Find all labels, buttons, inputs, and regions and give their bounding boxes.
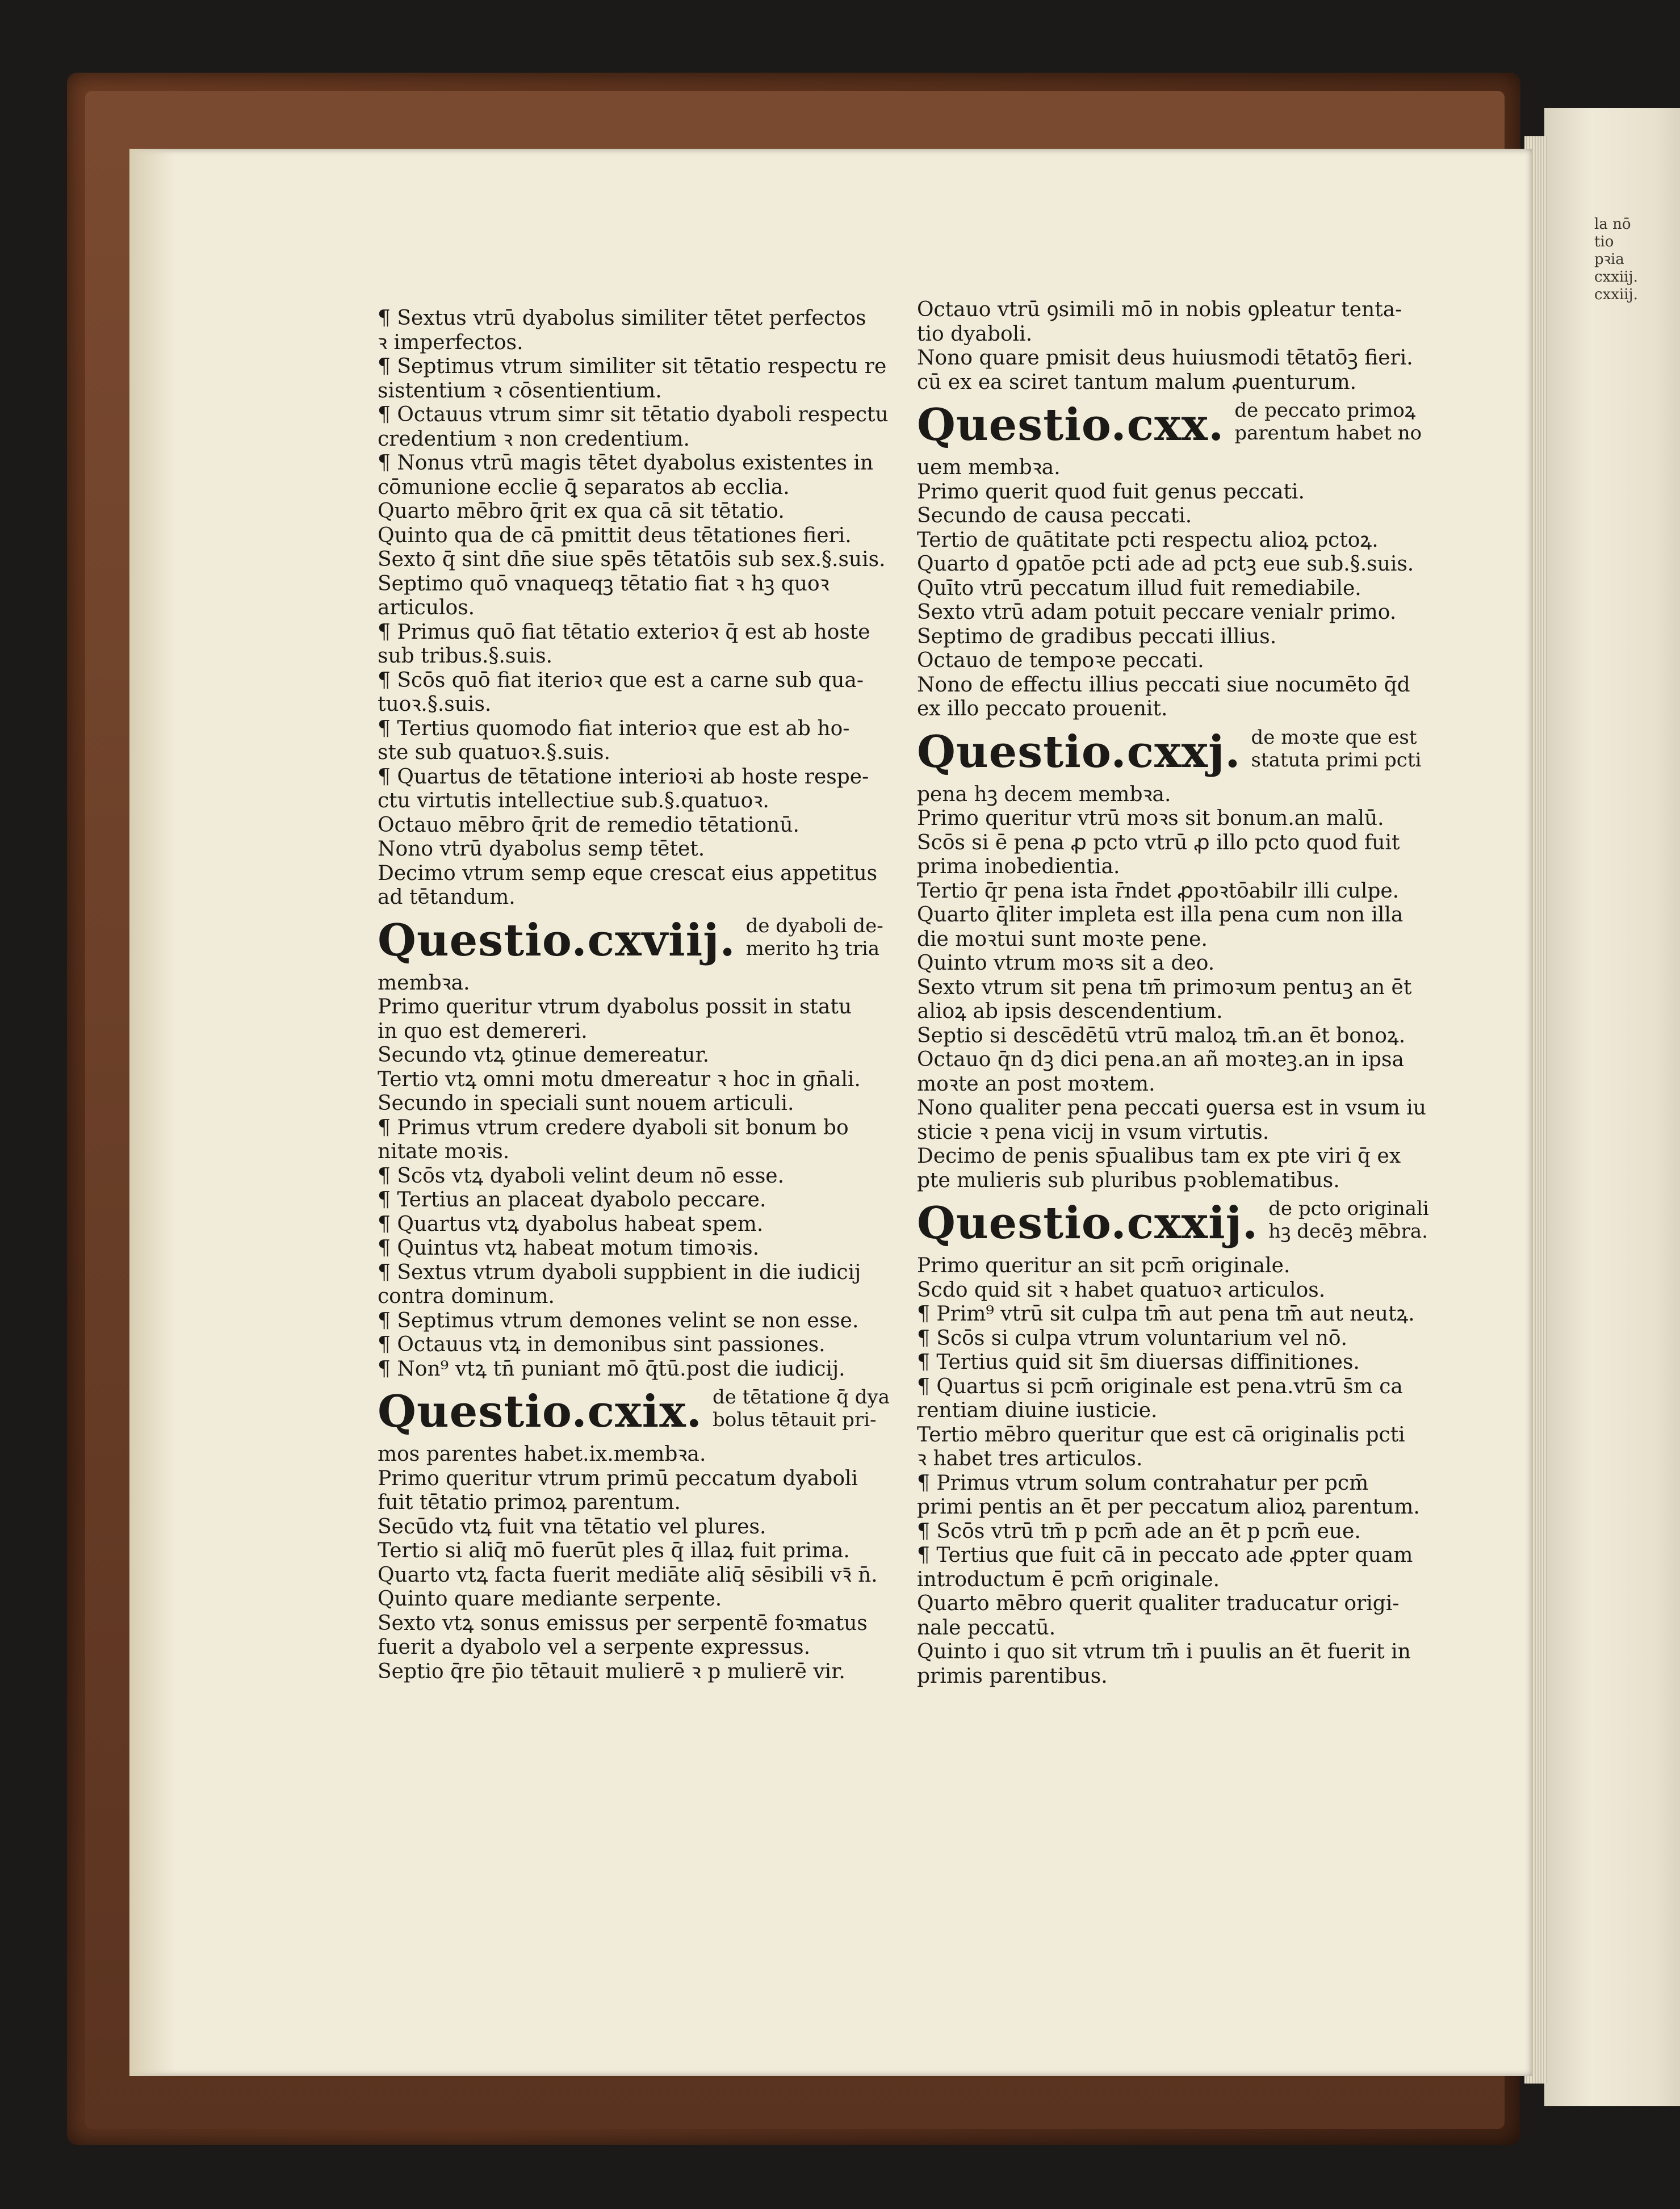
text-line: cōmunione ecclie ꝗ̄ separatos ab ecclia. [378, 475, 790, 499]
text-line: ad tētandum. [378, 886, 516, 909]
text-line: ¶ Quintus vtꝝ habeat motum timoꝛis. [378, 1236, 760, 1260]
text-line: Quarto q̄liter impleta est illa pena cum non illa [917, 903, 1404, 927]
question-desc [713, 1386, 890, 1431]
text-line: alioꝝ ab ipsis descendentium. [917, 1000, 1223, 1023]
question-desc [1268, 1197, 1429, 1243]
text-line: Nono quare pmisit deus huiusmodi tētatōꝫ fieri. [917, 346, 1413, 370]
text-line: Scdo quid sit ꝛ habet quatuoꝛ articulos. [917, 1278, 1326, 1302]
text-line: Septimo quō vnaqueqꝫ tētatio fiat ꝛ hꝫ quoꝛ [378, 572, 829, 596]
text-line: ¶ Quartus vtꝝ dyabolus habeat spem. [378, 1212, 764, 1236]
question-desc [1234, 399, 1422, 445]
text-line: prima inobedientia. [917, 855, 1120, 878]
text-line: ¶ Octauus vtꝝ in demonibus sint passiones. [378, 1333, 826, 1356]
question-title: Questio.cxxij. [917, 1197, 1259, 1249]
text-line: cū ex ea sciret tantum malum ꝓuenturum. [917, 370, 1357, 394]
text-line: Tertio vtꝝ omni motu d̄mereatur ꝛ hoc in gn̄ali. [378, 1067, 861, 1091]
adjacent-page [1544, 108, 1680, 2106]
text-line: ¶ Quartus de tētatione interioꝛi ab hoste respe- [378, 765, 869, 789]
text-line: Quinto qua de cā pmittit deus tētationes fieri. [378, 523, 852, 547]
question-cont: pena hꝫ decem membꝛa. [917, 782, 1171, 806]
text-line: Septio q̄re p̄io tētauit mulierē ꝛ p mulierē vir. [378, 1659, 845, 1683]
text-line: Quinto quare mediante serpente. [378, 1587, 722, 1611]
text-line: ¶ Nonus vtrū magis tētet dyabolus existentes in [378, 451, 874, 475]
text-line: Octauo de tempoꝛe peccati. [917, 649, 1204, 672]
text-line: ¶ Scōs quō fiat iterioꝛ que est a carne sub qua- [378, 668, 864, 692]
text-line: nale peccatū. [917, 1616, 1056, 1640]
text-line: Quinto i quo sit vtrum tm̄ i puulis an ēt fuerit in [917, 1640, 1411, 1663]
question-118-heading [378, 915, 937, 971]
text-line: Tertio q̄r pena ista r̄ndet ꝓpoꝛtōabilr illi culpe. [917, 879, 1400, 903]
text-line: Tertio mēbro queritur que est cā originalis pcti [917, 1423, 1405, 1447]
text-line: Secundo de causa peccati. [917, 504, 1192, 527]
text-line: Octauo mēbro q̄rit de remedio tētationū. [378, 813, 799, 837]
question-desc-line: de peccato primoꝝ [1234, 399, 1416, 422]
text-line: Quarto mēbro q̄rit ex qua cā sit tētatio. [378, 500, 785, 523]
question-cont: mos parentes habet.ix.membꝛa. [378, 1443, 706, 1466]
text-line: Primo queritur vtrum dyabolus possit in statu [378, 995, 852, 1018]
text-line: Secundo vtꝝ ꝯtinue demereatur. [378, 1043, 710, 1067]
text-line: ¶ Scōs vtrū tm̄ p pcm̄ ade an ēt p pcm̄ eue. [917, 1519, 1361, 1543]
text-line: Septimo de gradibus peccati illius. [917, 624, 1277, 648]
right-lines-b [917, 480, 1490, 722]
text-line: Quarto mēbro querit qualiter traducatur origi- [917, 1592, 1400, 1615]
text-line: ¶ Primus vtrum credere dyaboli sit bonum bo [378, 1116, 849, 1139]
text-line: ¶ Octauus vtrum simr sit tētatio dyaboli respectu [378, 403, 889, 426]
question-title: Questio.cxviij. [378, 914, 736, 966]
question-119-heading [378, 1386, 937, 1443]
text-line: Nono vtrū dyabolus semp tētet. [378, 837, 705, 861]
left-lines-b [378, 995, 937, 1381]
left-column [378, 307, 937, 1684]
text-line: Sexto vtrū adam potuit peccare venialr primo. [917, 601, 1397, 624]
text-line: ¶ Primus quō fiat tētatio exterioꝛ q̄ est ab hoste [378, 620, 870, 644]
question-122-heading [917, 1197, 1490, 1254]
left-lines-c [378, 1467, 937, 1684]
text-line: ¶ Sextus vtrū dyabolus similiter tētet perfectos [378, 307, 866, 330]
question-desc [1251, 726, 1422, 772]
text-line: Octauo vtrū ꝯsimili mō in nobis ꝯpleatur tenta- [917, 298, 1402, 321]
text-line: Primo queritur an sit pcm̄ originale. [917, 1254, 1291, 1277]
right-lines-a [917, 298, 1490, 395]
question-desc-line: bolus tētauit pri- [712, 1409, 877, 1431]
text-line: Tertio si aliq̄ mō fuerūt ples q̄ illaꝝ fuit prima. [378, 1539, 850, 1562]
text-line: moꝛte an post moꝛtem. [917, 1072, 1155, 1096]
question-desc-line: statuta primi pcti [1251, 748, 1422, 772]
question-cont: membꝛa. [378, 971, 470, 995]
text-line: articulos. [378, 596, 475, 619]
text-line: die moꝛtui sunt moꝛte pene. [917, 927, 1208, 951]
text-line: Octauo q̄n dꝫ dici pena.an añ moꝛteꝫ.an in ipsa [917, 1048, 1404, 1071]
text-line: pꝛia [1594, 251, 1624, 268]
text-line: Scōs si ē pena ꝓ pcto vtrū ꝓ illo pcto quod fuit [917, 831, 1400, 854]
text-line: sticie ꝛ pena vicij in vsum virtutis. [917, 1120, 1270, 1144]
question-desc-line: de moꝛte que est [1251, 726, 1417, 749]
text-line: tio dyaboli. [917, 322, 1033, 346]
text-line: Sexto q̄ sint dn̄e siue spēs tētatōis sub sex.§.suis. [378, 548, 886, 571]
text-line: ¶ Septimus vtrum similiter sit tētatio respectu re [378, 355, 887, 378]
adjacent-page-text [1594, 216, 1679, 304]
text-line: Quarto vtꝝ facta fuerit mediāte aliq̄ sēsibili vꝛ̄ n̄. [378, 1563, 878, 1587]
text-line: in quo est demereri. [378, 1019, 588, 1043]
text-line: ¶ Prim⁹ vtrū sit culpa tm̄ aut pena tm̄ aut neutꝝ. [917, 1302, 1415, 1326]
right-lines-d [917, 1254, 1490, 1688]
text-line: sistentium ꝛ cōsentientium. [378, 379, 662, 403]
text-line: ¶ Scōs si culpa vtrum voluntarium vel nō. [917, 1326, 1348, 1350]
text-line: Nono de effectu illius peccati siue nocumēto q̄d [917, 673, 1410, 697]
text-line: ¶ Tertius quid sit s̄m diuersas diffinitiones. [917, 1351, 1360, 1374]
text-line: ¶ Tertius que fuit cā in peccato ade ꝓpter quam [917, 1544, 1413, 1567]
text-line: Quinto vtrum moꝛs sit a deo. [917, 951, 1215, 975]
text-line: ¶ Sextus vtrum dyaboli suppbient in die iudicij [378, 1260, 861, 1284]
left-lines-a [378, 307, 937, 910]
text-line: la nō [1594, 216, 1631, 233]
text-line: Sexto vtꝝ sonus emissus per serpentē foꝛmatus [378, 1611, 868, 1635]
text-line: ¶ Tertius quomodo fiat interioꝛ que est ab ho- [378, 716, 850, 740]
text-line: Primo queritur vtrū moꝛs sit bonum.an malū. [917, 807, 1384, 830]
text-line: ¶ Septimus vtrum demones velint se non esse. [378, 1309, 859, 1332]
text-line: sub tribus.§.suis. [378, 644, 553, 668]
text-line: Decimo de penis sp̄ualibus tam ex pte viri q̄ ex [917, 1145, 1401, 1168]
text-line: cxxiij. [1594, 286, 1638, 303]
question-desc-line: de tētatione q̄ dya [712, 1386, 890, 1409]
text-line: ¶ Quartus si pcm̄ originale est pena.vtrū s̄m ca [917, 1374, 1403, 1398]
text-line: primis parentibus. [917, 1664, 1108, 1688]
question-desc [746, 915, 883, 960]
text-line: ¶ Primus vtrum solum contrahatur per pcm̄ [917, 1471, 1369, 1495]
text-line: ¶ Tertius an placeat dyabolo peccare. [378, 1188, 766, 1212]
text-line: ex illo peccato prouenit. [917, 697, 1168, 720]
question-desc-line: parentum habet no [1234, 422, 1422, 445]
text-line: fuerit a dyabolo vel a serpente expressus. [378, 1636, 811, 1659]
right-lines-c [917, 807, 1490, 1193]
text-line: Decimo vtrum semp eque crescat eius appetitus [378, 861, 878, 885]
text-line: ¶ Scōs vtꝝ dyaboli velint deum nō esse. [378, 1164, 785, 1188]
text-line: Sexto vtrum sit pena tm̄ primoꝛum pentuꝫ an ēt [917, 975, 1412, 999]
text-line: tuoꝛ.§.suis. [378, 693, 492, 716]
text-line: Nono qualiter pena peccati ꝯuersa est in vsum iu [917, 1096, 1426, 1120]
text-line: Quīto vtrū peccatum illud fuit remediabile. [917, 576, 1361, 600]
text-line: ¶ Non⁹ vtꝝ tn̄ puniant mō q̄tū.post die iudicij. [378, 1357, 845, 1381]
text-line: Primo querit quod fuit genus peccati. [917, 480, 1305, 504]
question-desc-line: hꝫ decēꝫ mēbra. [1268, 1220, 1428, 1243]
text-line: cxxiij. [1594, 269, 1638, 286]
question-desc-line: de pcto originali [1268, 1197, 1429, 1220]
text-line: fuit tētatio primoꝝ parentum. [378, 1491, 681, 1514]
question-desc-line: de dyaboli de- [745, 914, 883, 937]
question-title: Questio.cxxj. [917, 726, 1241, 778]
question-title: Questio.cxix. [378, 1386, 702, 1437]
text-line: Septio si descēdētū vtrū maloꝝ tm̄.an ēt bonoꝝ. [917, 1024, 1406, 1047]
text-line: Primo queritur vtrum primū peccatum dyaboli [378, 1466, 858, 1490]
text-line: ꝛ habet tres articulos. [917, 1447, 1143, 1470]
right-column [917, 298, 1490, 1688]
text-line: tio [1594, 233, 1614, 250]
text-line: Quarto d̄ ꝯpatōe pcti ade ad pctꝫ eue sub.§.suis. [917, 552, 1414, 576]
question-desc-line: merito hꝫ tria [745, 937, 880, 960]
text-line: ctu virtutis intellectiue sub.§.quatuoꝛ. [378, 789, 769, 812]
text-line: credentium ꝛ non credentium. [378, 427, 690, 451]
question-title: Questio.cxx. [917, 399, 1225, 451]
text-line: introductum ē pcm̄ originale. [917, 1567, 1220, 1591]
text-line: contra dominum. [378, 1285, 555, 1308]
text-line: Secundo in speciali sunt nouem articuli. [378, 1092, 794, 1115]
text-line: pte mulieris sub pluribus pꝛoblematibus. [917, 1168, 1340, 1192]
text-line: rentiam diuine iusticie. [917, 1399, 1158, 1422]
text-line: Secūdo vtꝝ fuit vna tētatio vel plures. [378, 1515, 766, 1539]
question-cont: uem membꝛa. [917, 456, 1061, 479]
page-gutter-shade [129, 149, 175, 2076]
text-line: ꝛ imperfectos. [378, 330, 523, 354]
text-line: ste sub quatuoꝛ.§.suis. [378, 741, 610, 764]
text-line: primi pentis an ēt per peccatum alioꝝ parentum. [917, 1495, 1420, 1519]
question-121-heading [917, 726, 1490, 783]
question-120-heading [917, 399, 1490, 456]
text-line: nitate moꝛis. [378, 1140, 510, 1163]
text-line: Tertio de quātitate pcti respectu alioꝝ pctoꝝ. [917, 528, 1379, 552]
